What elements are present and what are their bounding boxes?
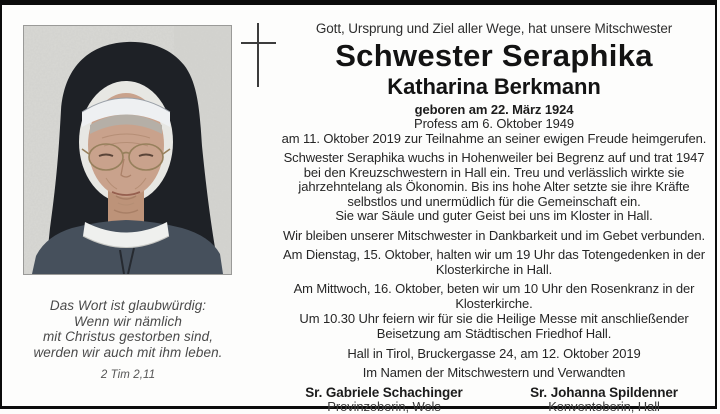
- quote-line: Das Wort ist glaubwürdig:: [49, 298, 207, 313]
- in-name-of-line: Im Namen der Mitschwestern und Verwandten: [362, 364, 626, 380]
- life-paragraph: Schwester Seraphika wuchs in Hohenweiler bei Begrenz auf und trat 1947 bei den Kreuzschwestern in Hall ein. Treu und verlässlich wirkte sie jahrzehntelang als Ökonomin. Bis ins hohe Alter setzte sie ihre Kräfte selbstlos und unermüdlich für die Gemeinschaft ein.: [283, 150, 705, 209]
- signature-role: Provinzoberin, Wels: [327, 399, 441, 414]
- profess-line: Profess am 6. Oktober 1949: [414, 116, 574, 131]
- signature-left: [274, 385, 494, 414]
- signature-right: [494, 385, 714, 414]
- quote-line: mit Christus gestorben sind,: [42, 329, 214, 344]
- called-home-line: am 11. Oktober 2019 zur Teilnahme an seiner ewigen Freude heimgerufen.: [281, 130, 707, 146]
- deceased-name: Schwester Seraphika: [335, 37, 653, 73]
- nun-portrait-illustration: [24, 26, 231, 274]
- portrait-photo: [23, 25, 232, 275]
- intro-line: Gott, Ursprung und Ziel aller Wege, hat unsere Mitschwester: [315, 21, 673, 36]
- cross-icon: [239, 20, 279, 90]
- signature-role: Konventoberin, Hall: [548, 399, 660, 414]
- quote-line: Wenn wir nämlich: [74, 313, 182, 329]
- born-line: geboren am 22. März 1924: [414, 101, 574, 117]
- dateline: Hall in Tirol, Bruckergasse 24, am 12. Oktober 2019: [347, 346, 641, 361]
- quote-line: werden wir auch mit ihm leben.: [33, 344, 223, 360]
- signature-name: Sr. Gabriele Schachinger: [305, 385, 463, 400]
- deceased-birth-name: Katharina Berkmann: [387, 73, 601, 99]
- scripture-quote: [8, 298, 248, 384]
- tribute-line: Sie war Säule und guter Geist bei uns im Kloster in Hall.: [335, 208, 653, 223]
- signatures-row: [274, 385, 714, 414]
- signature-name: Sr. Johanna Spildenner: [530, 385, 678, 400]
- obituary-notice: [274, 22, 714, 414]
- event-wednesday: Am Mittwoch, 16. Oktober, beten wir um 10 Uhr den Rosenkranz in der Klosterkirche.: [293, 281, 695, 311]
- remembrance-line: Wir bleiben unserer Mitschwester in Dankbarkeit und im Gebet verbunden.: [282, 227, 706, 243]
- quote-citation: 2 Tim 2,11: [100, 369, 156, 381]
- event-tuesday: Am Dienstag, 15. Oktober, halten wir um 19 Uhr das Totengedenken in der Klosterkirche in Hall.: [283, 247, 705, 277]
- event-mass: Um 10.30 Uhr feiern wir für sie die Heilige Messe mit anschließender Beisetzung am Städtischen Friedhof Hall.: [299, 311, 689, 341]
